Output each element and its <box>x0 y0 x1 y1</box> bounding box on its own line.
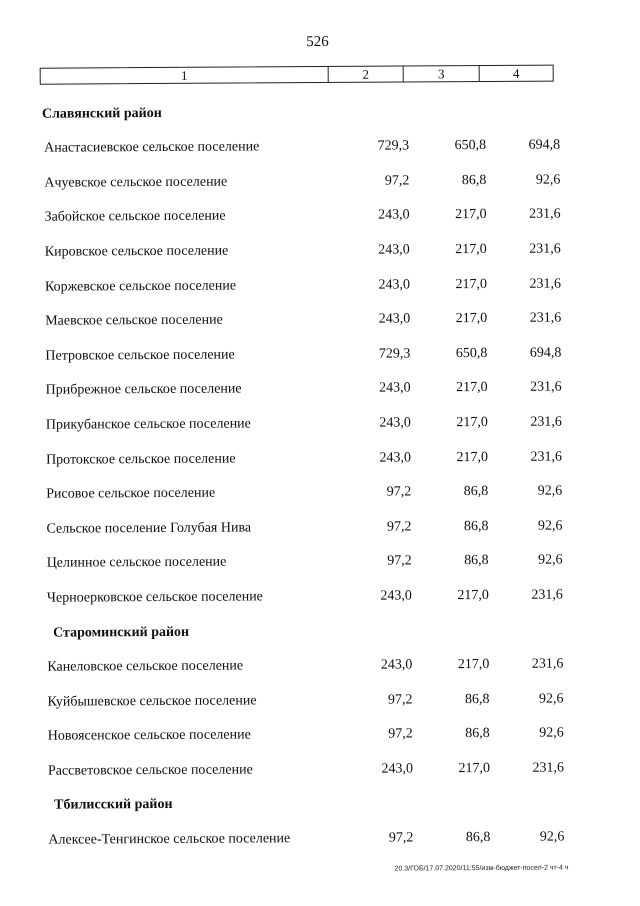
value-col-4: 92,6 <box>538 552 563 568</box>
district-heading-row <box>45 603 585 641</box>
table-row <box>46 811 586 849</box>
header-col-3: 3 <box>404 66 480 81</box>
settlement-name: Забойское сельское поселение <box>44 208 226 226</box>
value-col-2: 243,0 <box>378 277 411 293</box>
table-row <box>44 465 584 503</box>
value-col-2: 243,0 <box>379 380 411 396</box>
value-col-3: 217,0 <box>457 587 489 604</box>
table-row <box>43 257 583 295</box>
table-row <box>46 742 586 780</box>
value-col-2: 97,2 <box>387 553 412 569</box>
table-body <box>42 84 587 848</box>
district-heading-row <box>42 84 582 122</box>
value-col-3: 86,8 <box>464 691 490 707</box>
value-col-4: 231,6 <box>531 587 563 603</box>
value-col-4: 231,6 <box>530 414 562 430</box>
settlement-name: Ачуевское сельское поселение <box>44 174 228 191</box>
header-col-1: 1 <box>41 67 329 84</box>
value-col-3: 217,0 <box>458 760 490 777</box>
district-name: Славянский район <box>41 105 162 122</box>
value-col-4: 92,6 <box>537 483 563 499</box>
value-col-3: 217,0 <box>457 657 490 673</box>
table-row <box>45 638 585 676</box>
settlement-name: Протокское сельское поселение <box>45 451 236 468</box>
value-col-2: 243,0 <box>379 449 412 466</box>
settlement-name: Прибрежное сельское поселение <box>45 381 242 399</box>
value-col-4: 92,6 <box>535 172 561 188</box>
value-col-2: 97,2 <box>386 484 412 500</box>
header-col-4: 4 <box>512 65 520 81</box>
value-col-3: 217,0 <box>455 241 487 258</box>
value-col-4: 231,6 <box>531 656 564 672</box>
value-col-3: 86,8 <box>464 553 489 569</box>
table-row <box>42 119 582 157</box>
settlement-name: Маевское сельское поселение <box>45 312 223 329</box>
value-col-2: 243,0 <box>379 415 411 431</box>
settlement-name: Рассветовское сельское поселение <box>47 762 253 779</box>
value-col-2: 97,2 <box>388 830 414 846</box>
district-name: Тбилисский район <box>54 797 173 814</box>
value-col-3: 86,8 <box>463 518 489 534</box>
value-col-4: 92,6 <box>537 518 563 534</box>
value-col-3: 217,0 <box>455 207 487 223</box>
table-row <box>43 361 583 399</box>
settlement-name: Куйбышевское сельское поселение <box>47 693 257 710</box>
value-col-3: 217,0 <box>456 449 489 465</box>
value-col-3: 650,8 <box>454 138 487 154</box>
value-col-2: 97,2 <box>387 692 413 708</box>
value-col-3: 217,0 <box>456 380 488 396</box>
value-col-2: 243,0 <box>378 311 411 327</box>
district-name: Староминский район <box>53 624 190 641</box>
table-row <box>43 327 583 365</box>
table-row <box>42 154 582 192</box>
header-col-2: 2 <box>329 66 404 81</box>
value-col-2: 243,0 <box>381 761 413 777</box>
table-row <box>44 500 584 538</box>
table-row <box>42 188 582 226</box>
settlement-name: Анастасиевское сельское поселение <box>44 139 260 156</box>
value-col-4: 231,6 <box>529 310 562 326</box>
value-col-3: 86,8 <box>465 726 490 742</box>
settlement-name: Кировское сельское поселение <box>44 243 229 260</box>
value-col-4: 694,8 <box>529 345 562 361</box>
value-col-4: 92,6 <box>539 829 565 845</box>
value-col-4: 231,6 <box>530 449 563 465</box>
value-col-3: 217,0 <box>455 311 488 327</box>
table-header <box>40 65 554 85</box>
value-col-3: 217,0 <box>455 276 488 292</box>
page-number: 526 <box>306 33 329 51</box>
district-heading-row <box>46 776 586 814</box>
settlement-name: Алексее-Тенгинское сельское поселение <box>48 831 291 848</box>
table-row <box>44 396 584 434</box>
value-col-3: 86,8 <box>463 484 489 500</box>
value-col-4: 231,6 <box>532 760 564 776</box>
value-col-3: 86,8 <box>461 172 487 188</box>
settlement-name: Целинное сельское поселение <box>46 554 227 571</box>
value-col-4: 231,6 <box>529 241 561 257</box>
table-row <box>44 430 584 468</box>
value-col-3: 217,0 <box>456 414 488 431</box>
settlement-name: Новоясенское сельское поселение <box>47 727 251 744</box>
value-col-2: 243,0 <box>378 207 410 224</box>
settlement-name: Коржевское сельское поселение <box>44 278 237 295</box>
value-col-4: 92,6 <box>539 725 564 741</box>
table-row <box>43 292 583 330</box>
settlement-name: Черноерковское сельское поселение <box>46 589 263 606</box>
value-col-4: 694,8 <box>528 137 561 153</box>
settlement-name: Прикубанское сельское поселение <box>45 416 251 433</box>
settlement-name: Канеловское сельское поселение <box>47 658 244 675</box>
table-row <box>45 569 585 607</box>
value-col-4: 231,6 <box>529 276 562 292</box>
value-col-2: 243,0 <box>378 242 410 258</box>
value-col-2: 243,0 <box>380 657 413 673</box>
value-col-2: 729,3 <box>377 138 410 154</box>
value-col-2: 729,3 <box>378 346 411 362</box>
settlement-name: Сельское поселение Голубая Нива <box>46 520 252 537</box>
settlement-name: Рисовое сельское поселение <box>46 485 216 502</box>
value-col-2: 243,0 <box>380 588 412 604</box>
table-row <box>46 707 586 745</box>
document-footer: 20.3/ГОБ/17.07.2020/11:55/изм-бюджет-посел-2 чт-4 ч <box>394 864 569 873</box>
value-col-2: 97,2 <box>388 726 413 742</box>
value-col-2: 97,2 <box>384 173 410 189</box>
value-col-4: 92,6 <box>538 691 564 707</box>
table-row <box>43 223 583 261</box>
value-col-3: 650,8 <box>455 345 488 361</box>
settlement-name: Петровское сельское поселение <box>45 347 235 364</box>
table-row <box>45 672 585 710</box>
table-row <box>45 534 585 572</box>
value-col-4: 231,6 <box>530 379 562 396</box>
value-col-3: 86,8 <box>465 830 491 846</box>
value-col-2: 97,2 <box>386 519 412 535</box>
value-col-4: 231,6 <box>529 206 561 223</box>
